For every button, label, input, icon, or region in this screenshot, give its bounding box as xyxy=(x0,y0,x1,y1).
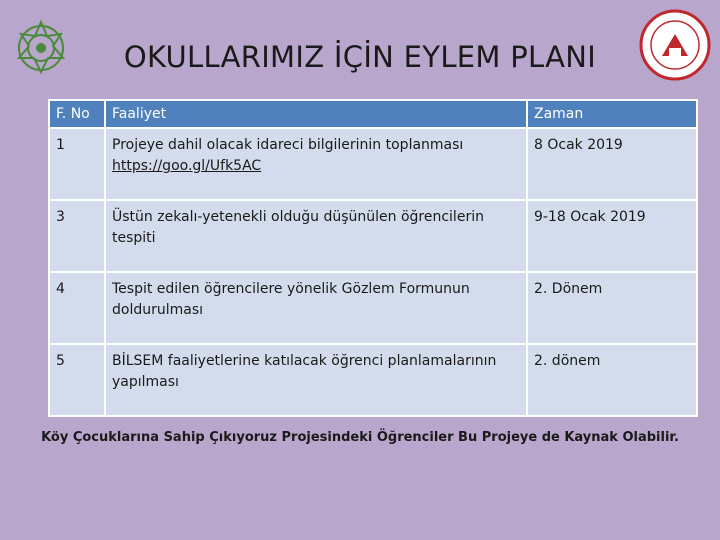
row-no: 4 xyxy=(50,273,104,343)
row-no: 3 xyxy=(50,201,104,271)
page-title: OKULLARIMIZ İÇİN EYLEM PLANI xyxy=(123,40,597,74)
table-row xyxy=(50,129,696,199)
table-row xyxy=(50,345,696,415)
activity-text: Projeye dahil olacak idareci bilgilerinin toplanması xyxy=(112,137,464,153)
footer-note: Köy Çocuklarına Sahip Çıkıyoruz Projesindeki Öğrenciler Bu Projeye de Kaynak Olabilir. xyxy=(41,430,679,445)
header-activity: Faaliyet xyxy=(106,101,526,127)
row-time: 2. Dönem xyxy=(528,273,696,343)
row-time: 2. dönem xyxy=(528,345,696,415)
row-activity: Üstün zekalı-yetenekli olduğu düşünülen öğrencilerin tespiti xyxy=(106,201,526,271)
header-no: F. No xyxy=(50,101,104,127)
row-time: 8 Ocak 2019 xyxy=(528,129,696,199)
row-no: 5 xyxy=(50,345,104,415)
row-activity: BİLSEM faaliyetlerine katılacak öğrenci planlamalarının yapılması xyxy=(106,345,526,415)
table-row xyxy=(50,201,696,271)
row-activity xyxy=(106,129,526,199)
table-header-row xyxy=(50,101,696,127)
row-no: 1 xyxy=(50,129,104,199)
row-activity: Tespit edilen öğrencilere yönelik Gözlem Formunun doldurulması xyxy=(106,273,526,343)
form-link[interactable]: https://goo.gl/Ufk5AC xyxy=(112,158,262,174)
action-plan-table xyxy=(48,99,698,417)
header-time: Zaman xyxy=(528,101,696,127)
row-time: 9-18 Ocak 2019 xyxy=(528,201,696,271)
table-row xyxy=(50,273,696,343)
